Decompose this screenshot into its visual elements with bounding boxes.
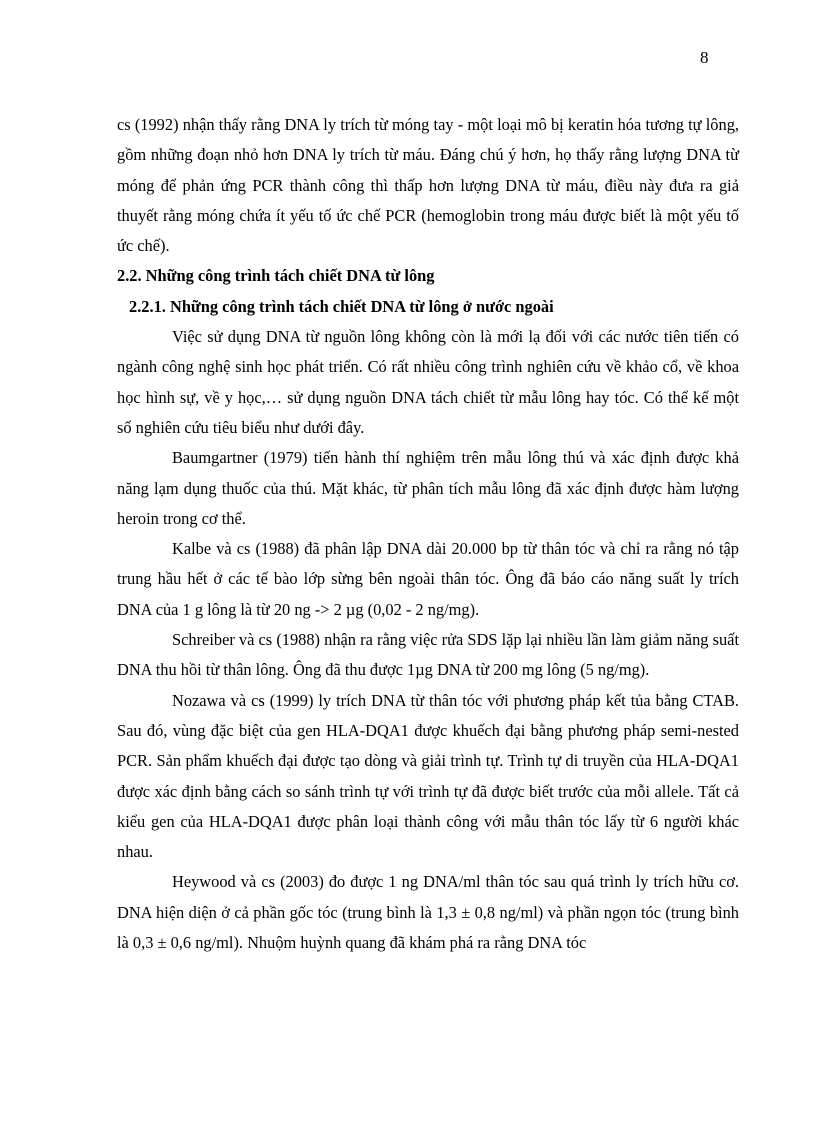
- paragraph-continuation: cs (1992) nhận thấy rằng DNA ly trích từ móng tay - một loại mô bị keratin hóa tương tự lông, gồm những đoạn nhỏ hơn DNA ly trích từ máu. Đáng chú ý hơn, họ thấy rằng lượng DNA từ móng để phản ứng PCR thành công thì thấp hơn lượng DNA từ máu, điều này đưa ra giả thuyết rằng móng chứa ít yếu tố ức chế PCR (hemoglobin trong máu được biết là một yếu tố ức chế).: [117, 115, 739, 256]
- section-heading-2-2: 2.2. Những công trình tách chiết DNA từ lông: [117, 266, 435, 286]
- document-body: [117, 110, 739, 958]
- subsection-heading-2-2-1: 2.2.1. Những công trình tách chiết DNA từ lông ở nước ngoài: [129, 296, 554, 316]
- paragraph-intro: Việc sử dụng DNA từ nguồn lông không còn là mới lạ đối với các nước tiên tiến có ngành công nghệ sinh học phát triển. Có rất nhiều công trình nghiên cứu về khảo cổ, về khoa học hình sự, về y học,… sử dụng nguồn DNA tách chiết từ mẫu lông hay tóc. Có thể kể một số nghiên cứu tiêu biểu như dưới đây.: [117, 327, 739, 437]
- page-number: 8: [700, 48, 709, 67]
- paragraph-heywood: Heywood và cs (2003) đo được 1 ng DNA/ml thân tóc sau quá trình ly trích hữu cơ. DNA hiện diện ở cả phần gốc tóc (trung bình là 1,3 ± 0,8 ng/ml) và phần ngọn tóc (trung bình là 0,3 ± 0,6 ng/ml). Nhuộm huỳnh quang đã khám phá ra rằng DNA tóc: [117, 872, 739, 953]
- paragraph-schreiber: Schreiber và cs (1988) nhận ra rằng việc rửa SDS lặp lại nhiều lần làm giảm năng suất DNA thu hồi từ thân lông. Ông đã thu được 1µg DNA từ 200 mg lông (5 ng/mg).: [117, 630, 739, 680]
- paragraph-kalbe: Kalbe và cs (1988) đã phân lập DNA dài 20.000 bp từ thân tóc và chỉ ra rằng nó tập trung hầu hết ở các tế bào lớp sừng bên ngoài thân tóc. Ông đã báo cáo năng suất ly trích DNA của 1 g lông là từ 20 ng -> 2 µg (0,02 - 2 ng/mg).: [117, 539, 739, 619]
- paragraph-baumgartner: Baumgartner (1979) tiến hành thí nghiệm trên mẫu lông thú và xác định được khả năng lạm dụng thuốc của thú. Mặt khác, từ phân tích mẫu lông đã xác định được hàm lượng heroin trong cơ thể.: [117, 448, 739, 528]
- paragraph-nozawa: Nozawa và cs (1999) ly trích DNA từ thân tóc với phương pháp kết tủa bằng CTAB. Sau đó, vùng đặc biệt của gen HLA-DQA1 được khuếch đại bằng phương pháp semi-nested PCR. Sản phẩm khuếch đại được tạo dòng và giải trình tự. Trình tự di truyền của HLA-DQA1 được xác định bằng cách so sánh trình tự với trình tự đã được biết trước của mỗi allele. Tất cả kiểu gen của HLA-DQA1 được phân loại thành công với mẫu thân tóc lấy từ 6 người khác nhau.: [117, 690, 739, 862]
